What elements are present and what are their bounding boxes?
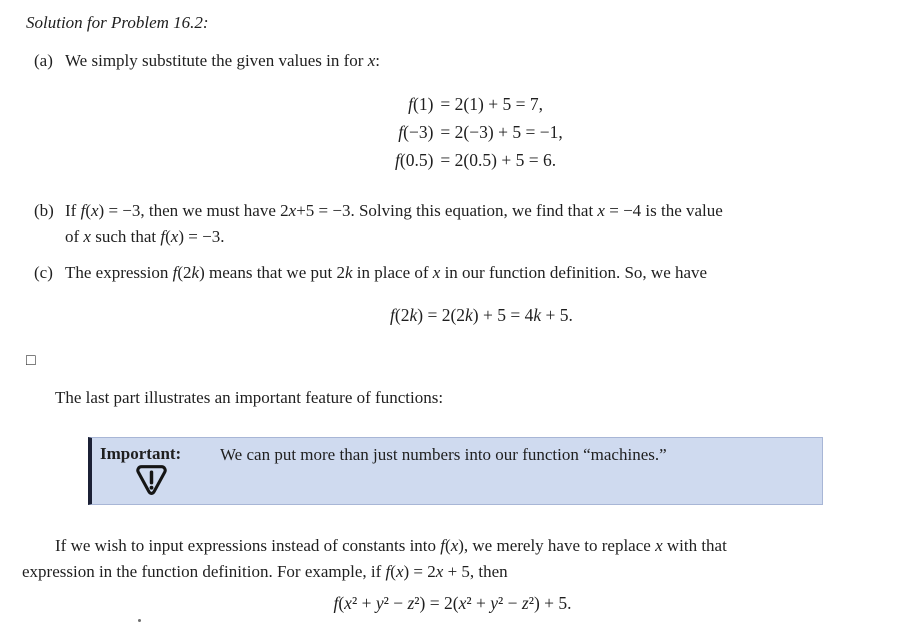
display-equation-c: f(2k) = 2(2k) + 5 = 4k + 5. — [390, 305, 573, 325]
equation-lhs: f(0.5) — [395, 150, 434, 170]
scan-artifact-dot — [138, 619, 141, 622]
important-callout-box — [88, 437, 823, 505]
closing-display-equation: f(x² + y² − z²) = 2(x² + y² − z²) + 5. — [333, 593, 572, 613]
transition-text: The last part illustrates an important feature of functions: — [55, 388, 444, 407]
part-text-c: The expression f(2k) means that we put 2k in place of x in our function definition. So, we have — [65, 263, 708, 282]
important-text: We can put more than just numbers into our function “machines.” — [220, 445, 667, 464]
warning-exclamation-icon — [136, 463, 167, 496]
equation-rhs: = 2(−3) + 5 = −1, — [440, 122, 563, 142]
equation-rhs: = 2(0.5) + 5 = 6. — [440, 150, 557, 170]
part-label-a: (a) — [34, 51, 53, 70]
part-label-b: (b) — [34, 201, 54, 220]
equation-lhs: f(−3) — [398, 122, 434, 142]
closing-paragraph: If we wish to input expressions instead of constants into f(x), we merely have to replace x with that expression in the function definition. For example, if f(x) = 2x + 5, then — [22, 536, 727, 581]
part-text-a: We simply substitute the given values in for x: — [65, 51, 380, 70]
equation-lhs: f(1) — [408, 94, 434, 114]
part-text-b: If f(x) = −3, then we must have 2x+5 = −3. Solving this equation, we find that x = −4 is the value of x such that f(x) = −3. — [65, 201, 723, 246]
solution-part-b — [34, 198, 905, 250]
aligned-equations-a — [395, 90, 563, 174]
solution-part-c — [34, 260, 905, 286]
solution-heading: Solution for Problem 16.2: — [26, 13, 209, 32]
equation-rhs: = 2(1) + 5 = 7, — [440, 94, 543, 114]
important-label: Important: — [100, 444, 182, 463]
part-label-c: (c) — [34, 263, 53, 282]
qed-symbol: □ — [26, 352, 36, 369]
solution-part-a — [34, 48, 905, 74]
